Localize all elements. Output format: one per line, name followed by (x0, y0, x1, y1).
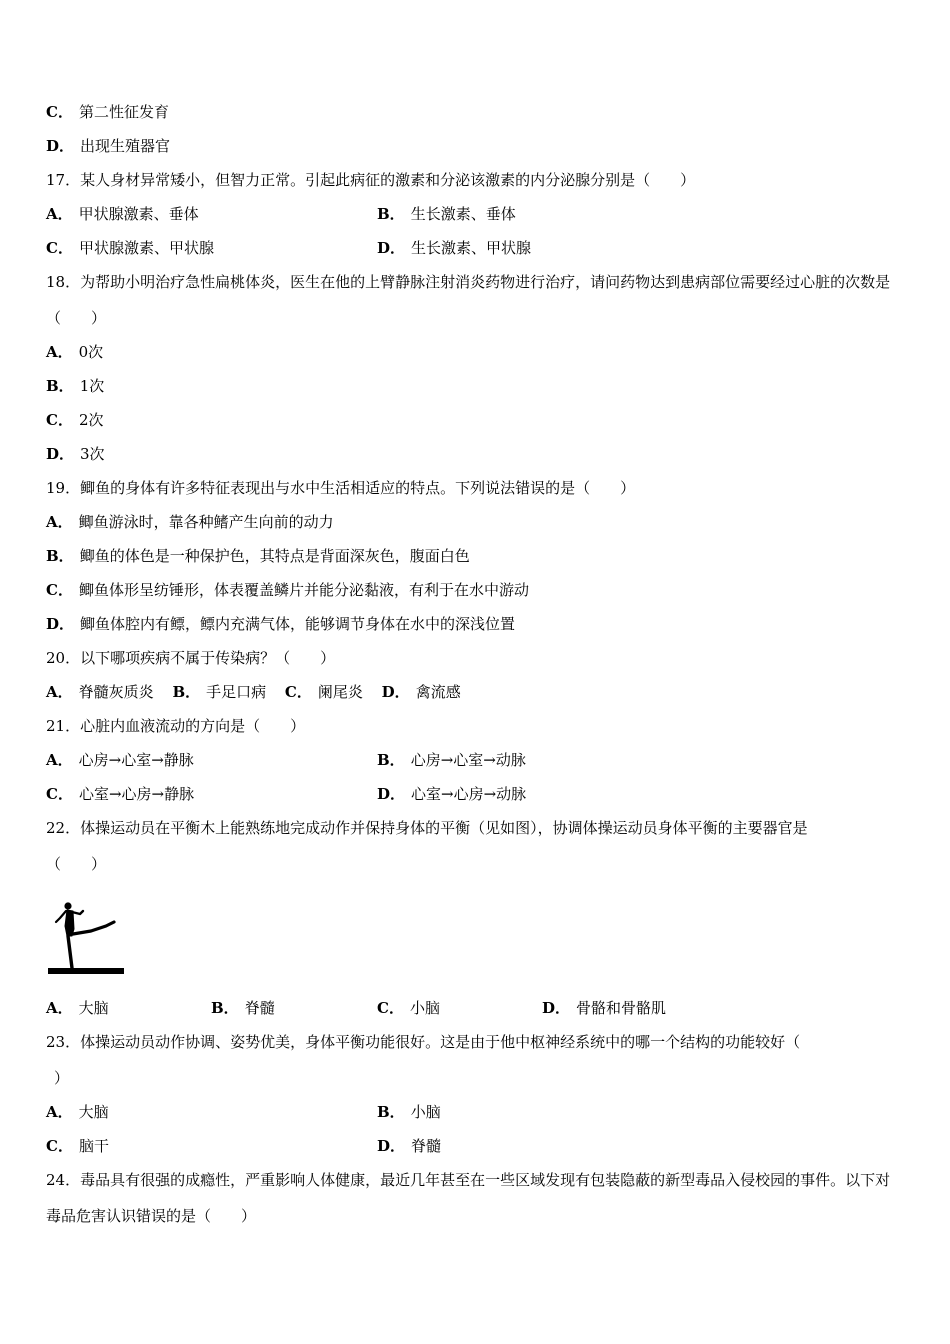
option-text: 禽流感 (415, 683, 461, 701)
option-text: 脊髓灰质炎 (78, 683, 154, 701)
option-key: B． (46, 547, 74, 565)
q20-options-row (46, 682, 461, 702)
option-text: 手足口病 (206, 683, 267, 701)
option-key: D． (381, 683, 410, 701)
option-text: 脊髓 (411, 1137, 442, 1155)
option-text: 鲫鱼体形呈纺锤形，体表覆盖鳞片并能分泌黏液，有利于在水中游动 (78, 581, 529, 599)
q18-option-d (46, 444, 105, 464)
q20-option-c (285, 683, 363, 701)
option-key: B． (377, 205, 405, 223)
q20-option-b (172, 683, 266, 701)
option-key: B． (172, 683, 201, 701)
option-key: D． (46, 445, 75, 463)
option-key: A． (46, 205, 73, 223)
option-key: D． (377, 785, 406, 803)
balance-beam (48, 968, 124, 974)
q16-option-c (46, 102, 169, 122)
q18-option-c (46, 410, 104, 430)
q23-stem: 23．体操运动员动作协调、姿势优美，身体平衡功能很好。这是由于他中枢神经系统中的哪一个结构的功能较好（ (46, 1033, 801, 1051)
option-key: B． (211, 999, 239, 1017)
option-text: 骨骼和骨骼肌 (576, 999, 667, 1017)
q22-option-b (211, 998, 275, 1018)
q21-option-b (377, 750, 526, 770)
option-text: 甲状腺激素、垂体 (78, 205, 199, 223)
q22-stem: 22．体操运动员在平衡木上能熟练地完成动作并保持身体的平衡（见如图），协调体操运动员身体平衡的主要器官是 (46, 819, 808, 837)
q23-option-d (377, 1136, 441, 1156)
option-text: 大脑 (78, 1103, 109, 1121)
option-text: 鲫鱼体腔内有鳔，鳔内充满气体，能够调节身体在水中的深浅位置 (80, 615, 516, 633)
gymnast-balance-beam-figure (46, 896, 126, 978)
q23-option-b (377, 1102, 441, 1122)
q19-option-b (46, 546, 470, 566)
option-key: C． (46, 239, 73, 257)
option-key: A． (46, 1103, 73, 1121)
option-text: 甲状腺激素、甲状腺 (78, 239, 214, 257)
option-text: 脑干 (78, 1137, 109, 1155)
option-text: 第二性征发育 (78, 103, 169, 121)
q16-option-d (46, 136, 170, 156)
q17-option-c (46, 238, 214, 258)
q22-option-c (377, 998, 440, 1018)
q19-option-a (46, 512, 334, 532)
q20-stem: 20．以下哪项疾病不属于传染病？（ ） (46, 649, 336, 667)
q23-paren: ） (54, 1069, 70, 1087)
option-key: A． (46, 751, 73, 769)
option-key: C． (46, 411, 73, 429)
option-key: C． (46, 581, 73, 599)
q21-option-d (377, 784, 526, 804)
option-text: 心室→心房→静脉 (78, 785, 195, 803)
option-text: 小脑 (410, 1103, 441, 1121)
option-key: A． (46, 513, 73, 531)
option-text: 鲫鱼的体色是一种保护色，其特点是背面深灰色，腹面白色 (79, 547, 470, 565)
option-text: 鲫鱼游泳时，靠各种鳍产生向前的动力 (78, 513, 334, 531)
q19-option-d (46, 614, 515, 634)
q22-option-d (542, 998, 666, 1018)
q17-stem: 17．某人身材异常矮小，但智力正常。引起此病征的激素和分泌该激素的内分泌腺分别是（ ） (46, 171, 696, 189)
q17-option-b (377, 204, 516, 224)
option-key: A． (46, 343, 73, 361)
option-text: 心房→心室→动脉 (410, 751, 526, 769)
option-text: 心室→心房→动脉 (411, 785, 527, 803)
q20-option-d (382, 683, 461, 701)
option-text: 1次 (79, 377, 105, 395)
q21-option-c (46, 784, 194, 804)
option-key: D． (377, 1137, 406, 1155)
q19-option-c (46, 580, 529, 600)
option-key: A． (46, 999, 73, 1017)
option-text: 2次 (78, 411, 104, 429)
option-key: B． (46, 377, 74, 395)
q24-stem: 24．毒品具有很强的成瘾性，严重影响人体健康，最近几年甚至在一些区域发现有包装隐蔽的新型毒品入侵校园的事件。以下对毒品危害认识错误的是（ ） (46, 1171, 891, 1225)
option-key: D． (46, 615, 75, 633)
q18-option-a (46, 342, 103, 362)
option-key: A． (46, 683, 73, 701)
option-text: 0次 (78, 343, 104, 361)
q23-option-c (46, 1136, 109, 1156)
q19-stem: 19．鲫鱼的身体有许多特征表现出与水中生活相适应的特点。下列说法错误的是（ ） (46, 479, 636, 497)
q22-paren: （ ） (46, 855, 107, 873)
q23-option-a (46, 1102, 109, 1122)
option-text: 大脑 (78, 999, 109, 1017)
option-key: B． (377, 751, 405, 769)
option-key: C． (46, 785, 73, 803)
option-text: 生长激素、甲状腺 (411, 239, 532, 257)
q20-option-a (46, 683, 154, 701)
q17-option-d (377, 238, 531, 258)
option-key: D． (46, 137, 75, 155)
option-key: C． (46, 103, 73, 121)
q22-option-a (46, 998, 109, 1018)
option-key: B． (377, 1103, 405, 1121)
option-key: C． (284, 683, 312, 701)
q21-stem: 21．心脏内血液流动的方向是（ ） (46, 717, 306, 735)
option-text: 阑尾炎 (317, 683, 363, 701)
option-key: D． (377, 239, 406, 257)
option-text: 小脑 (409, 999, 440, 1017)
q21-option-a (46, 750, 194, 770)
q18-option-b (46, 376, 104, 396)
q17-option-a (46, 204, 199, 224)
option-text: 3次 (80, 445, 105, 463)
option-text: 出现生殖器官 (80, 137, 171, 155)
gymnast-silhouette (56, 902, 114, 968)
q18-stem: 18．为帮助小明治疗急性扁桃体炎，医生在他的上臂静脉注射消炎药物进行治疗，请问药物达到患病部位需要经过心脏的次数是（ ） (46, 273, 891, 327)
option-key: D． (542, 999, 571, 1017)
option-text: 生长激素、垂体 (410, 205, 516, 223)
option-text: 脊髓 (244, 999, 275, 1017)
option-text: 心房→心室→静脉 (78, 751, 194, 769)
option-key: C． (46, 1137, 73, 1155)
option-key: C． (377, 999, 404, 1017)
